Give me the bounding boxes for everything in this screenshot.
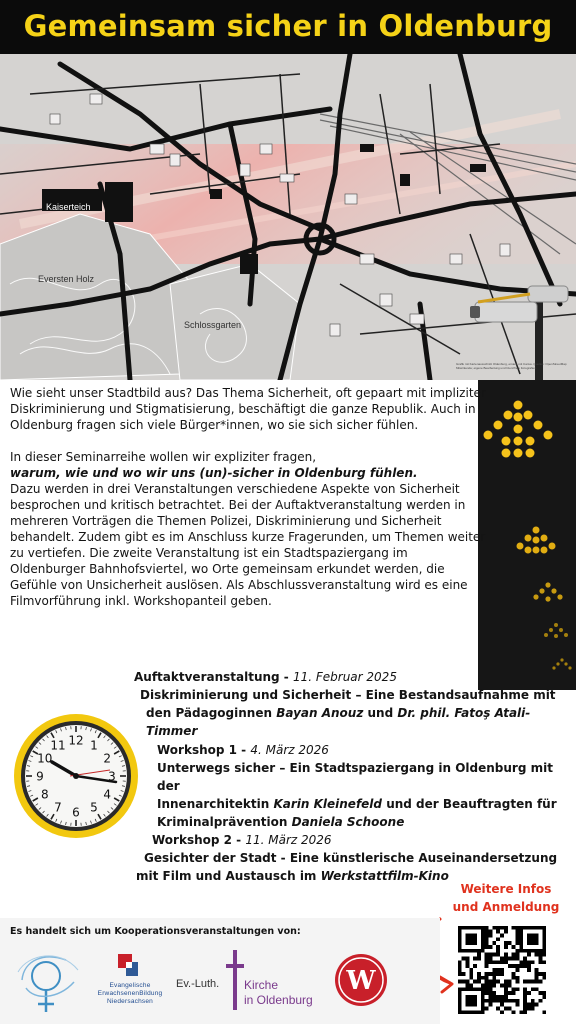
intro-paragraph-2-lead: In dieser Seminarreihe wollen wir expliziter fragen, bbox=[10, 450, 317, 464]
event-speakers: den Pädagoginnen Bayan Anouz und Dr. phil. Fatoş Atali-Timmer bbox=[146, 706, 531, 738]
clock-icon bbox=[10, 710, 142, 842]
clock-number: 6 bbox=[72, 805, 80, 820]
intro-paragraph-1: Wie sieht unser Stadtbild aus? Das Thema Sicherheit, oft gepaart mit impliziter Diskriminierung und Stigmatisierung, beschäftigt die ganze Republik. Auch in Oldenburg fragen sich viele Bürger*innen, wo sie sich sicher fühlen. bbox=[10, 386, 486, 432]
clock-number: 5 bbox=[90, 800, 98, 815]
clock-number: 1 bbox=[90, 738, 98, 753]
ebn-logo-mark bbox=[118, 954, 140, 978]
event-date: 11. Februar 2025 bbox=[292, 670, 397, 684]
event-date: 4. März 2026 bbox=[250, 743, 329, 757]
w-logo-letter: W bbox=[346, 966, 376, 996]
event-venue: mit Film und Austausch im Werkstattfilm-Kino bbox=[136, 869, 449, 883]
event-workshop-2 bbox=[136, 831, 572, 885]
map-label-eversten: Eversten Holz bbox=[38, 274, 95, 284]
cooperation-label: Es handelt sich um Kooperationsveranstaltungen von: bbox=[10, 926, 301, 937]
cross-icon bbox=[226, 950, 244, 1010]
map-label-schlossgarten: Schlossgarten bbox=[184, 320, 242, 330]
intro-text bbox=[10, 385, 486, 609]
event-workshop-1 bbox=[157, 741, 571, 831]
clock-number: 7 bbox=[54, 800, 62, 815]
werkstattfilm-logo bbox=[334, 953, 388, 1007]
clock-number: 9 bbox=[36, 769, 44, 784]
event-title: Workshop 1 - bbox=[157, 743, 251, 757]
clock-number: 10 bbox=[37, 751, 53, 766]
event-description: Unterwegs sicher – Ein Stadtspaziergang in Oldenburg mit der bbox=[157, 761, 553, 793]
event-speakers-2: Kriminalprävention Daniela Schoone bbox=[157, 815, 405, 829]
title-bar bbox=[0, 0, 576, 54]
diakonie-logo bbox=[14, 950, 86, 1018]
kirche-logo-prefix: Ev.-Luth. bbox=[176, 978, 220, 990]
traffic-light-photo bbox=[478, 380, 576, 690]
clock-number: 4 bbox=[103, 787, 111, 802]
qr-code[interactable] bbox=[454, 922, 550, 1018]
event-date: 11. März 2026 bbox=[245, 833, 332, 847]
more-info-label: Weitere Infos und Anmeldung bbox=[452, 882, 560, 914]
kirche-logo-text: Kirche in Oldenburg bbox=[244, 978, 313, 1007]
clock-number: 11 bbox=[50, 738, 66, 753]
event-auftakt bbox=[134, 668, 570, 740]
city-map bbox=[0, 54, 576, 380]
arrow-lights-graphic bbox=[478, 380, 576, 690]
event-description: Diskriminierung und Sicherheit – Eine Bestandsaufnahme mit bbox=[140, 688, 556, 702]
clock-number: 3 bbox=[108, 769, 116, 784]
map-graphic bbox=[0, 54, 576, 380]
ebn-logo-text: Evangelische ErwachsenenBildung Niedersachsen bbox=[97, 982, 163, 1005]
intro-paragraph-2: Dazu werden in drei Veranstaltungen verschiedene Aspekte von Sicherheit besprochen und kritisch betrachtet. Bei der Auftaktveranstaltung werden in mehreren Vorträgen die Themen Polizei, Diskriminierung und Sicherheit behandelt. Zudem gibt es im Anschluss kurze Fragerunden, um Themen weiter zu vertiefen. Die zweite Veranstaltung ist ein Stadtspaziergang im Oldenburger Bahnhofsviertel, wo Orte gemeinsam erkundet werden, die Gefühle von Unsicherheit auslösen. Als Abschlussveranstaltung wird es eine Filmvorführung inkl. Workshopanteil geben. bbox=[10, 482, 486, 608]
intro-question: warum, wie und wo wir uns (un)-sicher in Oldenburg fühlen. bbox=[10, 466, 418, 480]
clock-number: 8 bbox=[41, 787, 49, 802]
clock-number: 12 bbox=[68, 733, 84, 748]
map-label-kaiserteich: Kaiserteich bbox=[46, 202, 91, 212]
map-caption: Grafik mit Kartenausschnitt Oldenburg, erstellt mit Canva. Quellen: OpenStreetMap Mitwirkende; eigene Bearbeitung und lizenzfreie Fotografien. bbox=[456, 362, 567, 370]
event-title: Workshop 2 - bbox=[152, 833, 246, 847]
event-speakers: Innenarchitektin Karin Kleinefeld und der Beauftragten für bbox=[157, 797, 557, 811]
event-title: Auftaktveranstaltung - bbox=[134, 670, 293, 684]
page-title: Gemeinsam sicher in Oldenburg bbox=[23, 9, 553, 43]
event-description: Gesichter der Stadt - Eine künstlerische Auseinandersetzung bbox=[144, 851, 558, 865]
clock-number: 2 bbox=[103, 751, 111, 766]
